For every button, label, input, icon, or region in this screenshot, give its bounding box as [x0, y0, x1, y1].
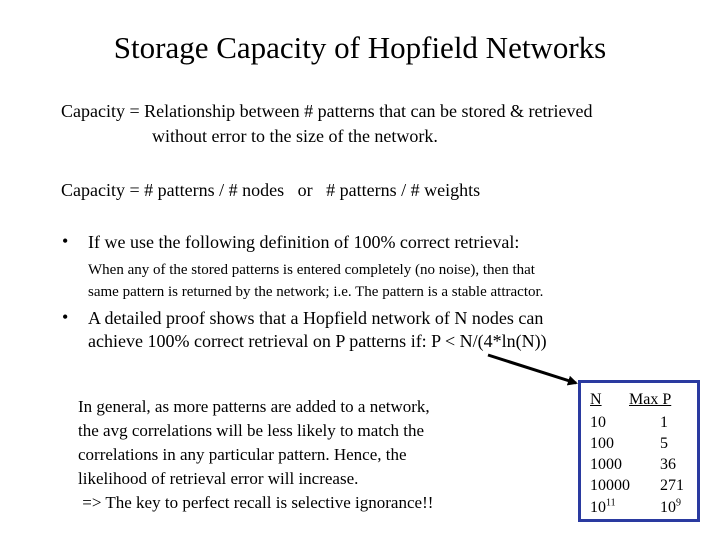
table-cell-p [660, 498, 681, 518]
table-cell-p: 1 [660, 414, 668, 431]
summary-line-4: likelihood of retrieval error will increase. [78, 469, 359, 488]
table-cell-n: 10000 [590, 477, 630, 494]
bullet-2-line2: achieve 100% correct retrieval on P patterns if: P < N/(4*ln(N)) [88, 331, 547, 351]
summary-line-3: correlations in any particular pattern. Hence, the [78, 445, 407, 464]
n-exponent: 11 [606, 497, 616, 509]
p-exponent: 9 [676, 497, 681, 509]
summary-line-2: the avg correlations will be less likely to match the [78, 421, 425, 440]
n-base: 10 [590, 499, 606, 516]
page-title: Storage Capacity of Hopfield Networks [113, 30, 607, 65]
table-cell-n: 1000 [590, 456, 622, 473]
table-cell-n: 10 [590, 414, 606, 431]
bullet-marker-2: • [62, 307, 69, 327]
table-header-n: N [590, 391, 602, 408]
table-cell-p: 5 [660, 435, 668, 452]
bullet-marker-1: • [62, 231, 69, 251]
table-cell-p: 271 [660, 477, 684, 494]
capacity-formula: Capacity = # patterns / # nodes or # patterns / # weights [61, 180, 481, 200]
table-header-maxp: Max P [629, 391, 672, 408]
p-base: 10 [660, 499, 676, 516]
table-cell-n: 100 [590, 435, 614, 452]
capacity-definition-line1: Capacity = Relationship between # patterns that can be stored & retrieved [61, 101, 593, 121]
bullet-1-text: If we use the following definition of 100% correct retrieval: [88, 232, 520, 252]
summary-line-5: => The key to perfect recall is selective ignorance!! [78, 493, 434, 512]
bullet-2-line1: A detailed proof shows that a Hopfield network of N nodes can [88, 308, 544, 328]
bullet-1-sub-line2: same pattern is returned by the network; i.e. The pattern is a stable attractor. [88, 284, 544, 300]
table-cell-n [590, 498, 616, 518]
summary-line-1: In general, as more patterns are added to a network, [78, 397, 430, 416]
bullet-1-sub-line1: When any of the stored patterns is entered completely (no noise), then that [88, 262, 535, 278]
capacity-definition-line2: without error to the size of the network. [152, 126, 438, 146]
table-cell-p: 36 [660, 456, 676, 473]
